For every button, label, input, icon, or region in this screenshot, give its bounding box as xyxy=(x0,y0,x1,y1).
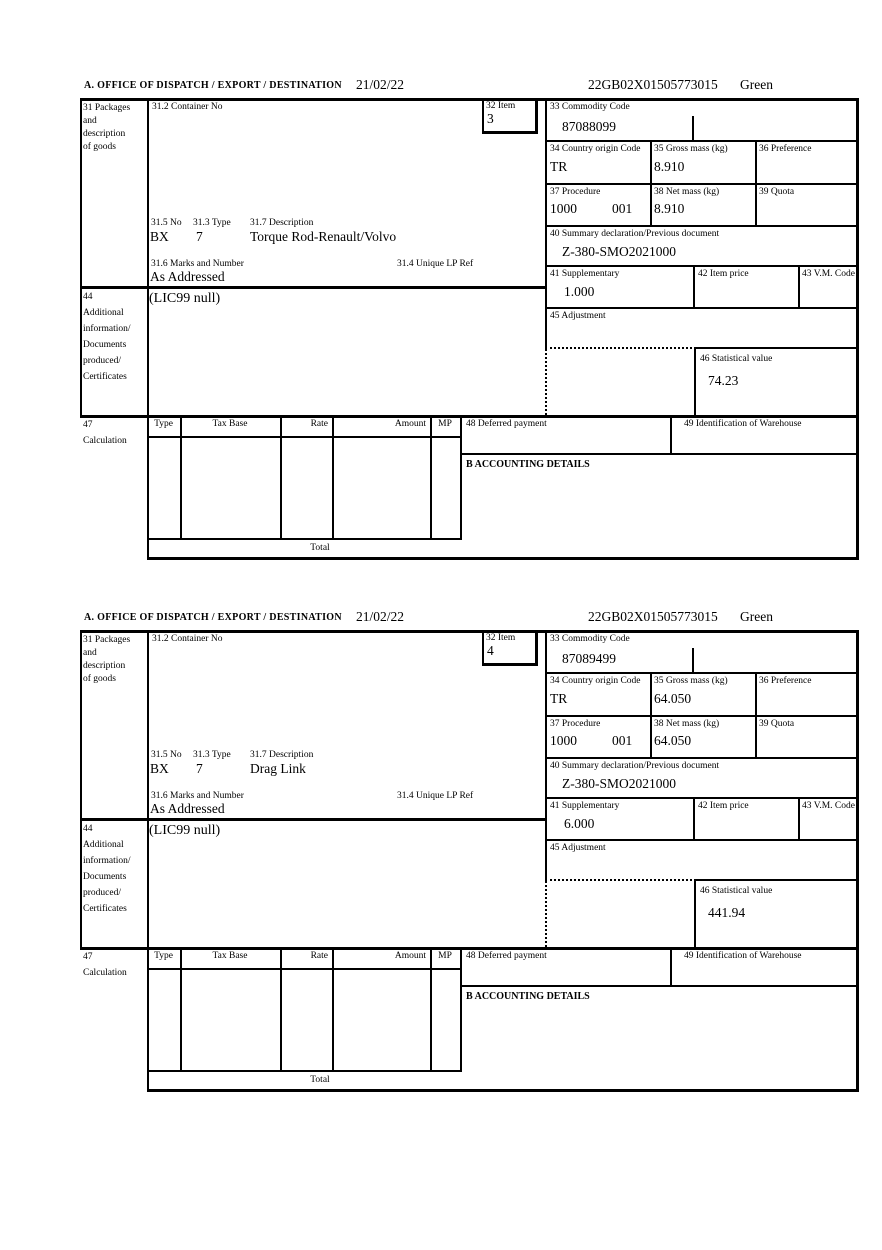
grid-line xyxy=(670,947,672,987)
grid-line xyxy=(798,265,800,307)
grid-line xyxy=(694,879,696,947)
box41-label: 41 Supplementary xyxy=(550,269,620,279)
box31-label: and xyxy=(83,648,97,658)
box44-label: Documents xyxy=(83,872,127,882)
box31-5-label: 31.5 No xyxy=(151,218,182,228)
accounting-details-label: B ACCOUNTING DETAILS xyxy=(466,459,590,470)
box44-label: Certificates xyxy=(83,372,127,382)
grid-line xyxy=(545,839,858,841)
statistical-value: 74.23 xyxy=(708,373,739,388)
declaration-date: 21/02/22 xyxy=(356,609,405,624)
dotted-grid-line xyxy=(545,881,547,947)
box35-label: 35 Gross mass (kg) xyxy=(654,676,728,686)
grid-line xyxy=(693,797,695,839)
tax-col-amount: Amount xyxy=(394,419,426,429)
grid-line xyxy=(430,415,432,540)
item-number-value: 4 xyxy=(487,643,494,658)
box31-6-label: 31.6 Marks and Number xyxy=(151,259,244,269)
grid-line xyxy=(545,98,547,349)
box31-2-label: 31.2 Container No xyxy=(152,102,223,112)
box48-label: 48 Deferred payment xyxy=(466,951,547,961)
grid-line xyxy=(482,630,484,663)
box47-label: Calculation xyxy=(83,436,127,446)
grid-line xyxy=(798,797,800,839)
box38-label: 38 Net mass (kg) xyxy=(654,719,720,729)
declaration-date: 21/02/22 xyxy=(356,77,405,92)
statistical-value: 441.94 xyxy=(708,905,746,920)
grid-line xyxy=(694,347,696,415)
grid-line xyxy=(460,985,858,987)
box36-label: 36 Preference xyxy=(759,144,812,154)
box49-label: 49 Identification of Warehouse xyxy=(684,951,802,961)
box43-label: 43 V.M. Code xyxy=(802,801,855,811)
gross-mass-value: 64.050 xyxy=(654,691,692,706)
routing-status: Green xyxy=(740,77,773,92)
declaration-item-section-1 xyxy=(80,77,858,560)
supplementary-value: 6.000 xyxy=(564,816,595,831)
grid-line xyxy=(332,415,334,540)
commodity-code-value: 87089499 xyxy=(562,651,616,666)
gross-mass-value: 8.910 xyxy=(654,159,685,174)
grid-line xyxy=(80,818,547,821)
office-of-dispatch-title: A. OFFICE OF DISPATCH / EXPORT / DESTINATION xyxy=(84,612,342,623)
additional-information-value: (LIC99 null) xyxy=(149,823,221,838)
box39-label: 39 Quota xyxy=(759,719,795,729)
supplementary-value: 1.000 xyxy=(564,284,595,299)
procedure-value: 1000 xyxy=(550,733,577,748)
tax-col-amount: Amount xyxy=(394,951,426,961)
grid-line xyxy=(80,286,547,289)
grid-line xyxy=(545,797,858,799)
box40-label: 40 Summary declaration/Previous document xyxy=(550,761,720,771)
box44-label: information/ xyxy=(83,324,131,334)
box47-label: 47 xyxy=(83,952,93,962)
box37-label: 37 Procedure xyxy=(550,187,601,197)
net-mass-value: 8.910 xyxy=(654,201,685,216)
previous-document-value: Z-380-SMO2021000 xyxy=(562,776,676,791)
grid-line xyxy=(147,538,462,540)
grid-line xyxy=(280,415,282,540)
box41-label: 41 Supplementary xyxy=(550,801,620,811)
box33-label: 33 Commodity Code xyxy=(550,102,630,112)
dotted-grid-line xyxy=(545,347,696,349)
grid-line xyxy=(430,947,432,1072)
grid-line xyxy=(332,947,334,1072)
procedure-value: 1000 xyxy=(550,201,577,216)
box44-label: produced/ xyxy=(83,888,121,898)
grid-line xyxy=(650,672,652,757)
grid-line xyxy=(535,630,538,666)
box36-label: 36 Preference xyxy=(759,676,812,686)
grid-line xyxy=(80,630,82,947)
declaration-reference: 22GB02X01505773015 xyxy=(588,77,718,92)
grid-line xyxy=(80,98,82,415)
box45-label: 45 Adjustment xyxy=(550,843,606,853)
box31-3-label: 31.3 Type xyxy=(193,218,231,228)
tax-col-mp: MP xyxy=(438,951,452,961)
grid-line xyxy=(692,648,694,672)
grid-line xyxy=(856,630,859,1092)
goods-description-value: Drag Link xyxy=(250,761,306,776)
box31-3-label: 31.3 Type xyxy=(193,750,231,760)
box44-label: Documents xyxy=(83,340,127,350)
box35-label: 35 Gross mass (kg) xyxy=(654,144,728,154)
grid-line xyxy=(80,630,858,633)
previous-document-value: Z-380-SMO2021000 xyxy=(562,244,676,259)
box39-label: 39 Quota xyxy=(759,187,795,197)
box43-label: 43 V.M. Code xyxy=(802,269,855,279)
box33-label: 33 Commodity Code xyxy=(550,634,630,644)
grid-line xyxy=(80,98,858,101)
grid-line xyxy=(280,947,282,1072)
additional-information-value: (LIC99 null) xyxy=(149,291,221,306)
total-label: Total xyxy=(310,543,330,553)
box47-label: Calculation xyxy=(83,968,127,978)
tax-col-type: Type xyxy=(154,951,173,961)
grid-line xyxy=(147,98,149,560)
procedure-extra-value: 001 xyxy=(612,201,633,216)
box31-4-label: 31.4 Unique LP Ref xyxy=(397,791,474,801)
grid-line xyxy=(460,415,462,540)
grid-line xyxy=(545,183,858,185)
box31-2-label: 31.2 Container No xyxy=(152,634,223,644)
box38-label: 38 Net mass (kg) xyxy=(654,187,720,197)
dotted-grid-line xyxy=(545,349,547,415)
grid-line xyxy=(147,1070,462,1072)
box42-label: 42 Item price xyxy=(698,269,749,279)
country-origin-value: TR xyxy=(550,691,568,706)
box31-label: 31 Packages xyxy=(83,103,131,113)
tax-col-taxbase: Tax Base xyxy=(212,951,248,961)
routing-status: Green xyxy=(740,609,773,624)
marks-value: As Addressed xyxy=(150,269,225,284)
grid-line xyxy=(545,672,858,674)
packages-no-value: BX xyxy=(150,761,169,776)
box31-label: of goods xyxy=(83,674,116,684)
grid-line xyxy=(180,947,182,1072)
box46-label: 46 Statistical value xyxy=(700,886,773,896)
box44-label: 44 xyxy=(83,292,93,302)
tax-col-taxbase: Tax Base xyxy=(212,419,248,429)
grid-line xyxy=(694,347,858,349)
grid-line xyxy=(545,715,858,717)
grid-line xyxy=(147,436,462,438)
goods-description-value: Torque Rod-Renault/Volvo xyxy=(250,229,397,244)
grid-line xyxy=(545,757,858,759)
grid-line xyxy=(650,140,652,225)
box40-label: 40 Summary declaration/Previous document xyxy=(550,229,720,239)
grid-line xyxy=(755,672,757,757)
grid-line xyxy=(80,947,858,950)
box31-7-label: 31.7 Description xyxy=(250,218,314,228)
tax-col-rate: Rate xyxy=(310,951,328,961)
declaration-reference: 22GB02X01505773015 xyxy=(588,609,718,624)
box44-label: 44 xyxy=(83,824,93,834)
grid-line xyxy=(460,947,462,1072)
grid-line xyxy=(856,98,859,560)
grid-line xyxy=(482,98,484,131)
grid-line xyxy=(693,265,695,307)
box32-label: 32 Item xyxy=(486,101,516,111)
grid-line xyxy=(460,453,858,455)
grid-line xyxy=(694,879,858,881)
total-label: Total xyxy=(310,1075,330,1085)
packages-no-value: BX xyxy=(150,229,169,244)
box31-label: 31 Packages xyxy=(83,635,131,645)
box31-label: description xyxy=(83,661,126,671)
procedure-extra-value: 001 xyxy=(612,733,633,748)
tax-col-rate: Rate xyxy=(310,419,328,429)
box34-label: 34 Country origin Code xyxy=(550,676,641,686)
box49-label: 49 Identification of Warehouse xyxy=(684,419,802,429)
box31-label: of goods xyxy=(83,142,116,152)
box31-label: description xyxy=(83,129,126,139)
net-mass-value: 64.050 xyxy=(654,733,692,748)
grid-line xyxy=(482,131,538,134)
grid-line xyxy=(755,140,757,225)
accounting-details-label: B ACCOUNTING DETAILS xyxy=(466,991,590,1002)
box44-label: information/ xyxy=(83,856,131,866)
grid-line xyxy=(545,265,858,267)
box44-label: produced/ xyxy=(83,356,121,366)
country-origin-value: TR xyxy=(550,159,568,174)
box34-label: 34 Country origin Code xyxy=(550,144,641,154)
tax-col-type: Type xyxy=(154,419,173,429)
box31-4-label: 31.4 Unique LP Ref xyxy=(397,259,474,269)
grid-line xyxy=(545,630,547,881)
box31-7-label: 31.7 Description xyxy=(250,750,314,760)
grid-line xyxy=(147,968,462,970)
grid-line xyxy=(545,307,858,309)
box37-label: 37 Procedure xyxy=(550,719,601,729)
grid-line xyxy=(692,116,694,140)
office-of-dispatch-title: A. OFFICE OF DISPATCH / EXPORT / DESTINATION xyxy=(84,80,342,91)
box46-label: 46 Statistical value xyxy=(700,354,773,364)
grid-line xyxy=(482,663,538,666)
item-number-value: 3 xyxy=(487,111,494,126)
box44-label: Additional xyxy=(83,308,124,318)
packages-type-value: 7 xyxy=(196,229,203,244)
box44-label: Certificates xyxy=(83,904,127,914)
box31-label: and xyxy=(83,116,97,126)
grid-line xyxy=(147,1089,858,1092)
grid-line xyxy=(545,140,858,142)
packages-type-value: 7 xyxy=(196,761,203,776)
box44-label: Additional xyxy=(83,840,124,850)
dotted-grid-line xyxy=(545,879,696,881)
box47-label: 47 xyxy=(83,420,93,430)
box31-6-label: 31.6 Marks and Number xyxy=(151,791,244,801)
grid-line xyxy=(80,415,858,418)
box32-label: 32 Item xyxy=(486,633,516,643)
grid-line xyxy=(670,415,672,455)
grid-line xyxy=(535,98,538,134)
grid-line xyxy=(180,415,182,540)
box42-label: 42 Item price xyxy=(698,801,749,811)
commodity-code-value: 87088099 xyxy=(562,119,616,134)
grid-line xyxy=(545,225,858,227)
grid-line xyxy=(147,630,149,1092)
declaration-item-section-2 xyxy=(80,609,858,1092)
box48-label: 48 Deferred payment xyxy=(466,419,547,429)
marks-value: As Addressed xyxy=(150,801,225,816)
tax-col-mp: MP xyxy=(438,419,452,429)
grid-line xyxy=(147,557,858,560)
box31-5-label: 31.5 No xyxy=(151,750,182,760)
box45-label: 45 Adjustment xyxy=(550,311,606,321)
